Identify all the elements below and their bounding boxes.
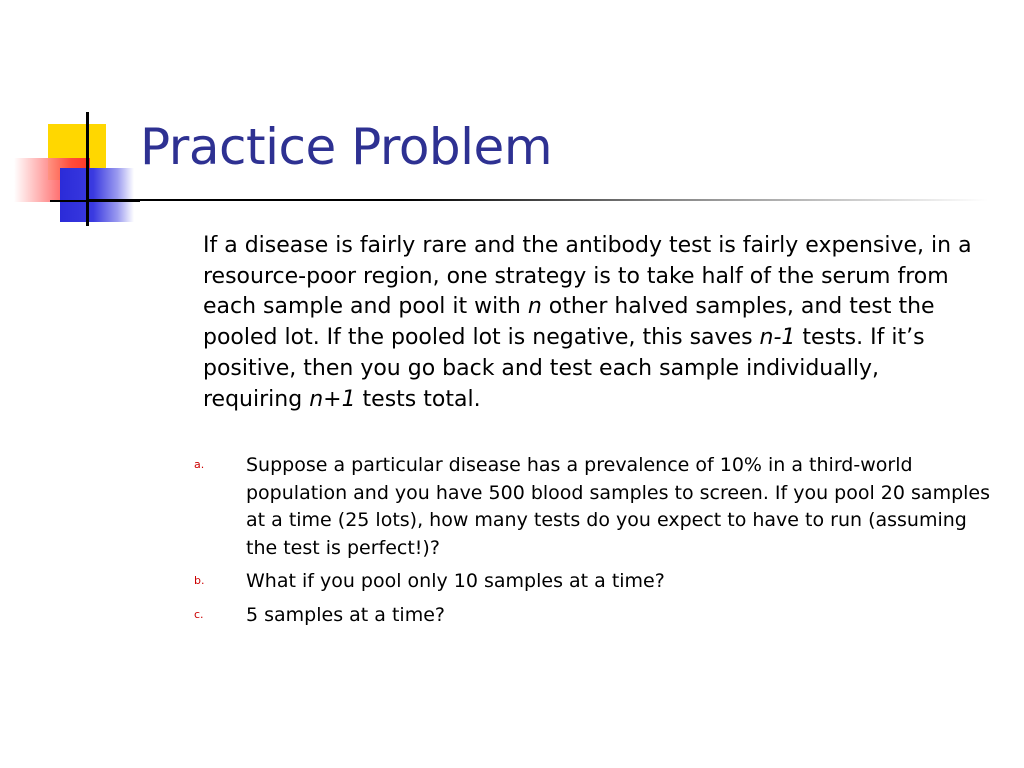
paragraph-text-3: tests. If it’s positive, then you go back and test each sample individually, requiring <box>203 325 925 412</box>
list-item-text: Suppose a particular disease has a prevalence of 10% in a third-world population and you have 500 blood samples to screen. If you pool 20 samples at a time (25 lots), how many tests do you expect to have to run (assuming the test is perfect!)? <box>246 454 991 559</box>
list-item <box>190 602 990 630</box>
list-item-text: 5 samples at a time? <box>246 603 445 626</box>
list-marker: a. <box>194 458 205 471</box>
main-paragraph <box>203 231 983 415</box>
paragraph-text-2: other halved samples, and test the pooled lot. If the pooled lot is negative, this saves <box>203 294 935 351</box>
list-item <box>190 452 990 562</box>
slide-logo-decoration <box>0 0 140 240</box>
paragraph-text-1: If a disease is fairly rare and the antibody test is fairly expensive, in a resource-poor region, one strategy is to take half of the serum from each sample and pool it with <box>203 233 972 320</box>
list-item <box>190 568 990 596</box>
logo-blue-square <box>60 168 134 222</box>
question-list <box>190 452 990 635</box>
variable-n-minus-1: n-1 <box>759 325 796 351</box>
slide-title: Practice Problem <box>140 118 553 176</box>
list-marker: c. <box>194 607 204 621</box>
paragraph-text-4: tests total. <box>355 386 481 412</box>
title-divider <box>88 199 988 201</box>
list-item-text: What if you pool only 10 samples at a time? <box>246 570 665 592</box>
logo-vertical-line <box>86 112 89 226</box>
variable-n-plus-1: n+1 <box>309 386 356 412</box>
list-marker: b. <box>194 574 205 587</box>
variable-n: n <box>527 294 542 320</box>
